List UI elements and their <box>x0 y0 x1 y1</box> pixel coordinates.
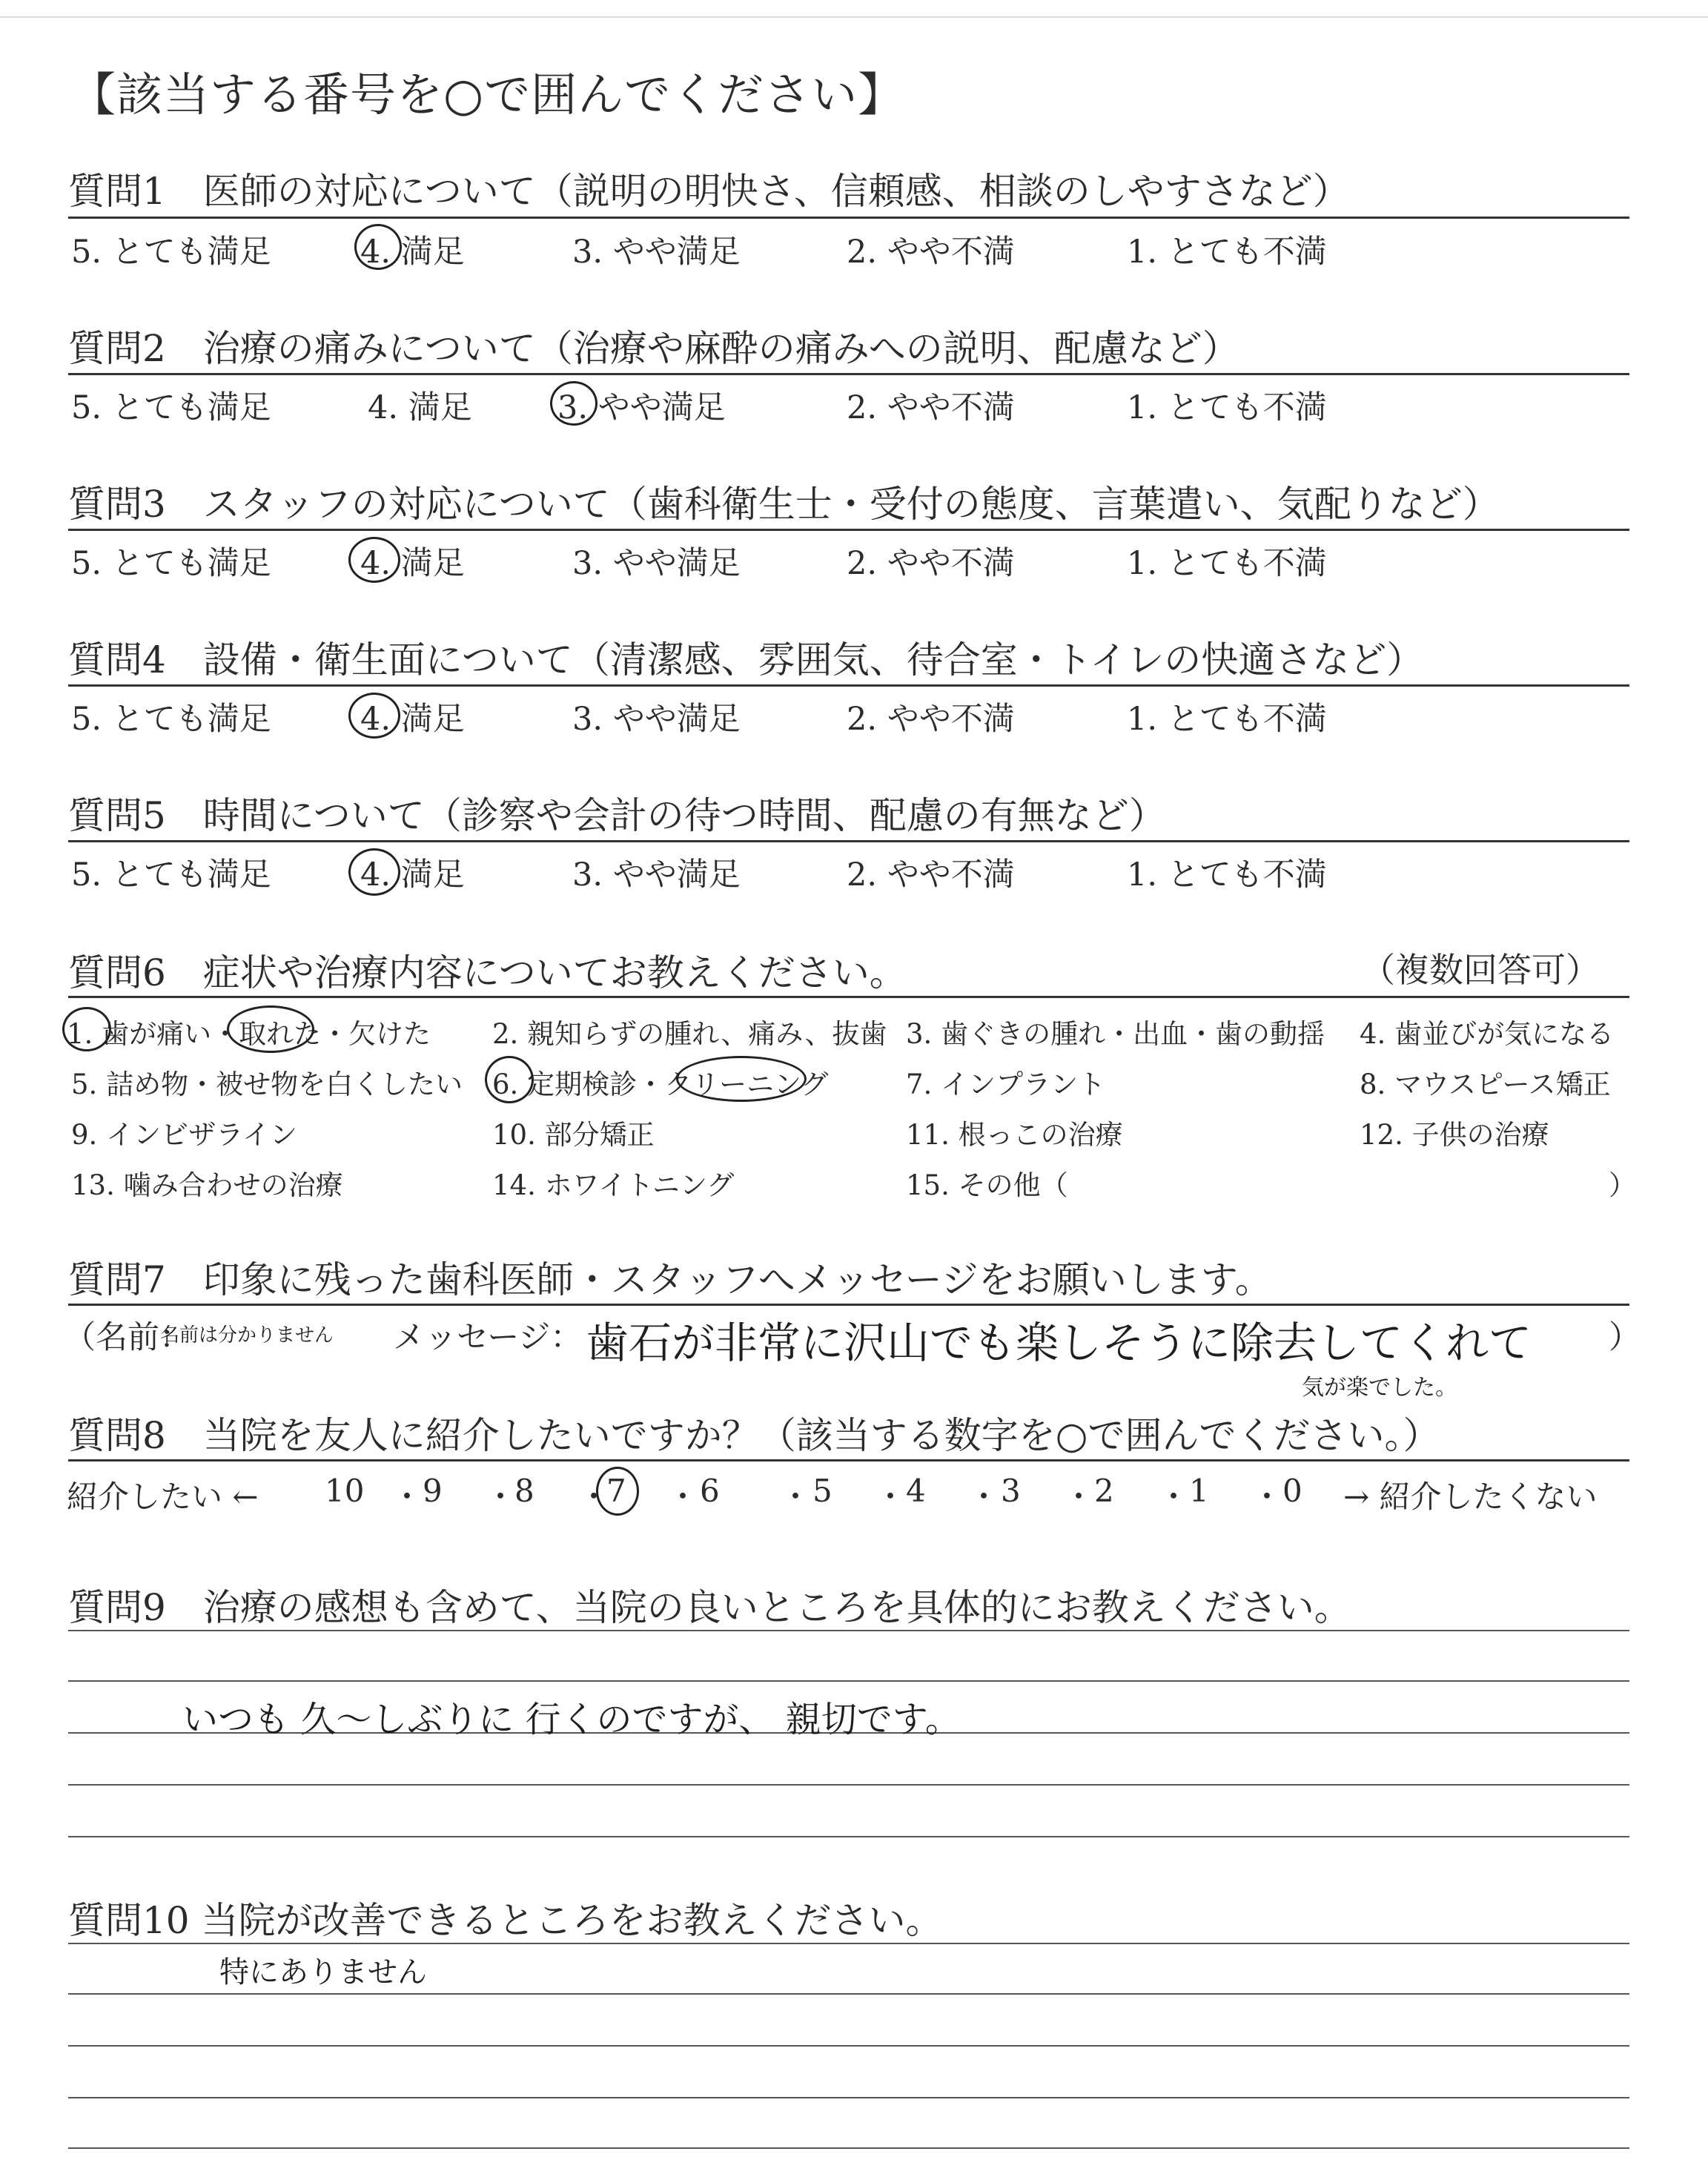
q4-option-1[interactable]: 1. とても不満 <box>1127 701 1327 738</box>
q3-option-3[interactable]: 3. やや満足 <box>572 545 741 582</box>
q8-scale-value-5[interactable]: 5 <box>812 1473 833 1509</box>
q8-scale-value-4[interactable]: 4 <box>906 1473 926 1509</box>
q8-scale-separator: ・ <box>968 1479 1000 1515</box>
q8-scale-value-0[interactable]: 0 <box>1282 1473 1302 1509</box>
q7-title: 質問7 印象に残った歯科医師・スタッフへメッセージをお願いします。 <box>68 1258 1272 1301</box>
q3-option-4[interactable]: 4. 満足 <box>360 545 465 582</box>
q3-rule <box>68 529 1629 531</box>
q6-selection-oval-cleaning <box>676 1056 807 1102</box>
q1-option-2[interactable]: 2. やや不満 <box>847 234 1015 271</box>
q8-scale-value-7[interactable]: 7 <box>606 1473 626 1509</box>
form-instruction-title: 【該当する番号を○で囲んでください】 <box>70 67 905 122</box>
q7-message-handwritten[interactable]: 歯石が非常に沢山でも楽しそうに除去してくれて <box>586 1318 1532 1368</box>
q7-rule <box>68 1304 1629 1306</box>
q7-name-handwritten[interactable]: 名前は分かりません <box>160 1324 334 1347</box>
q8-scale-separator: ・ <box>667 1479 699 1515</box>
q6-option-8[interactable]: 8. マウスピース矯正 <box>1360 1069 1611 1100</box>
q9-line-5 <box>68 1836 1629 1837</box>
q5-option-3[interactable]: 3. やや満足 <box>572 856 741 894</box>
q6-rule <box>68 996 1629 998</box>
q8-scale-value-8[interactable]: 8 <box>514 1473 534 1509</box>
q5-title: 質問5 時間について（診察や会計の待つ時間、配慮の有無など） <box>68 794 1166 837</box>
q1-option-1[interactable]: 1. とても不満 <box>1127 234 1327 271</box>
q3-option-1[interactable]: 1. とても不満 <box>1127 545 1327 582</box>
q6-selection-oval-toreta <box>227 1005 314 1053</box>
q6-option-10[interactable]: 10. 部分矯正 <box>492 1119 655 1151</box>
q5-rule <box>68 840 1629 842</box>
q6-option-12[interactable]: 12. 子供の治療 <box>1360 1119 1549 1151</box>
q6-option-6[interactable]: 6. 定期検診・クリーニング <box>492 1069 829 1100</box>
q9-line-2 <box>68 1680 1629 1682</box>
q8-scale-separator: ・ <box>875 1479 907 1515</box>
q1-option-5[interactable]: 5. とても満足 <box>71 234 271 271</box>
q5-option-1[interactable]: 1. とても不満 <box>1127 856 1327 894</box>
q8-scale-separator: ・ <box>391 1479 423 1515</box>
q4-option-4[interactable]: 4. 満足 <box>360 701 465 738</box>
q6-option-14[interactable]: 14. ホワイトニング <box>492 1169 735 1201</box>
q1-title: 質問1 医師の対応について（説明の明快さ、信頼感、相談のしやすさなど） <box>68 170 1350 213</box>
q10-answer-handwritten[interactable]: 特にありません <box>219 1955 427 1989</box>
q8-scale-separator: ・ <box>578 1479 610 1515</box>
q8-scale-value-2[interactable]: 2 <box>1094 1473 1114 1509</box>
q4-option-2[interactable]: 2. やや不満 <box>847 701 1015 738</box>
q4-option-5[interactable]: 5. とても満足 <box>71 701 271 738</box>
q9-title: 質問9 治療の感想も含めて、当院の良いところを具体的にお教えください。 <box>68 1586 1351 1629</box>
q10-line-3 <box>68 2045 1629 2047</box>
q1-option-3[interactable]: 3. やや満足 <box>572 234 741 271</box>
q8-scale-value-6[interactable]: 6 <box>700 1473 720 1509</box>
q6-title: 質問6 症状や治療内容についてお教えください。 <box>68 951 907 994</box>
q8-scale-separator: ・ <box>1251 1479 1283 1515</box>
q6-option-3[interactable]: 3. 歯ぐきの腫れ・出血・歯の動揺 <box>906 1018 1325 1050</box>
q1-option-4[interactable]: 4. 満足 <box>360 234 465 271</box>
q8-scale-separator: ・ <box>780 1479 812 1515</box>
q2-option-4[interactable]: 4. 満足 <box>368 389 472 426</box>
q8-left-label: 紹介したい ← <box>67 1479 259 1515</box>
q2-option-5[interactable]: 5. とても満足 <box>71 389 271 426</box>
q4-rule <box>68 684 1629 687</box>
q4-title: 質問4 設備・衛生面について（清潔感、雰囲気、待合室・トイレの快適さなど） <box>68 638 1424 681</box>
q6-option-9[interactable]: 9. インビザライン <box>71 1119 297 1151</box>
q8-scale-value-1[interactable]: 1 <box>1189 1473 1209 1509</box>
page-top-edge <box>0 0 1708 18</box>
q10-line-4 <box>68 2097 1629 2098</box>
q6-option-1[interactable]: 1. 歯が痛い・取れた・欠けた <box>67 1018 431 1050</box>
q2-option-1[interactable]: 1. とても不満 <box>1127 389 1327 426</box>
q2-option-2[interactable]: 2. やや不満 <box>847 389 1015 426</box>
q9-line-4 <box>68 1784 1629 1786</box>
q6-option-15-close: ） <box>1609 1169 1636 1201</box>
q5-option-5[interactable]: 5. とても満足 <box>71 856 271 894</box>
q6-option-11[interactable]: 11. 根っこの治療 <box>906 1119 1123 1151</box>
q9-answer-handwritten[interactable]: いつも 久～しぶりに 行くのですが、 親切です。 <box>182 1699 961 1740</box>
q5-option-4[interactable]: 4. 満足 <box>360 856 465 894</box>
q8-scale-separator: ・ <box>1063 1479 1095 1515</box>
q2-rule <box>68 373 1629 375</box>
q8-rule <box>68 1459 1629 1462</box>
q7-close-paren: ） <box>1609 1319 1641 1356</box>
q9-line-1 <box>68 1630 1629 1631</box>
q7-message-continuation: 気が楽でした。 <box>1302 1375 1457 1401</box>
q10-line-2 <box>68 1993 1629 1995</box>
q8-scale-value-9[interactable]: 9 <box>423 1473 443 1509</box>
q3-option-5[interactable]: 5. とても満足 <box>71 545 271 582</box>
q6-selection-circle-6 <box>485 1056 534 1103</box>
q2-option-3[interactable]: 3. やや満足 <box>557 389 726 426</box>
q6-option-13[interactable]: 13. 噛み合わせの治療 <box>71 1169 343 1201</box>
q6-option-7[interactable]: 7. インプラント <box>906 1069 1106 1100</box>
q5-option-2[interactable]: 2. やや不満 <box>847 856 1015 894</box>
q1-rule <box>68 217 1629 219</box>
q10-line-5 <box>68 2147 1629 2149</box>
q3-option-2[interactable]: 2. やや不満 <box>847 545 1015 582</box>
q3-selection-circle <box>348 537 400 583</box>
q6-option-15[interactable]: 15. その他（ <box>906 1169 1068 1201</box>
q8-title: 質問8 当院を友人に紹介したいですか？（該当する数字を○で囲んでください。） <box>68 1414 1440 1457</box>
q1-selection-circle <box>354 224 402 270</box>
q8-right-label: → 紹介したくない <box>1343 1479 1598 1515</box>
q5-selection-circle <box>348 848 400 896</box>
q6-option-4[interactable]: 4. 歯並びが気になる <box>1360 1018 1615 1050</box>
q8-scale-value-10[interactable]: 10 <box>325 1473 365 1509</box>
q7-message-label: メッセージ： <box>393 1319 583 1356</box>
q6-option-2[interactable]: 2. 親知らずの腫れ、痛み、抜歯 <box>492 1018 887 1050</box>
q4-option-3[interactable]: 3. やや満足 <box>572 701 741 738</box>
q10-title: 質問10 当院が改善できるところをお教えください。 <box>68 1899 943 1942</box>
q3-title: 質問3 スタッフの対応について（歯科衛生士・受付の態度、言葉遣い、気配りなど） <box>68 483 1500 526</box>
q4-selection-circle <box>348 693 400 739</box>
q6-multiple-answer-note: （複数回答可） <box>1361 950 1600 990</box>
q8-scale-separator: ・ <box>1158 1479 1190 1515</box>
q6-option-5[interactable]: 5. 詰め物・被せ物を白くしたい <box>71 1069 463 1100</box>
q10-line-1 <box>68 1943 1629 1944</box>
q2-selection-circle <box>550 381 598 426</box>
q2-title: 質問2 治療の痛みについて（治療や麻酔の痛みへの説明、配慮など） <box>68 327 1239 370</box>
q7-name-label: （名前： <box>64 1319 191 1356</box>
q8-scale-separator: ・ <box>485 1479 517 1515</box>
q6-selection-circle-1 <box>62 1007 111 1051</box>
q8-scale-value-3[interactable]: 3 <box>1001 1473 1021 1509</box>
